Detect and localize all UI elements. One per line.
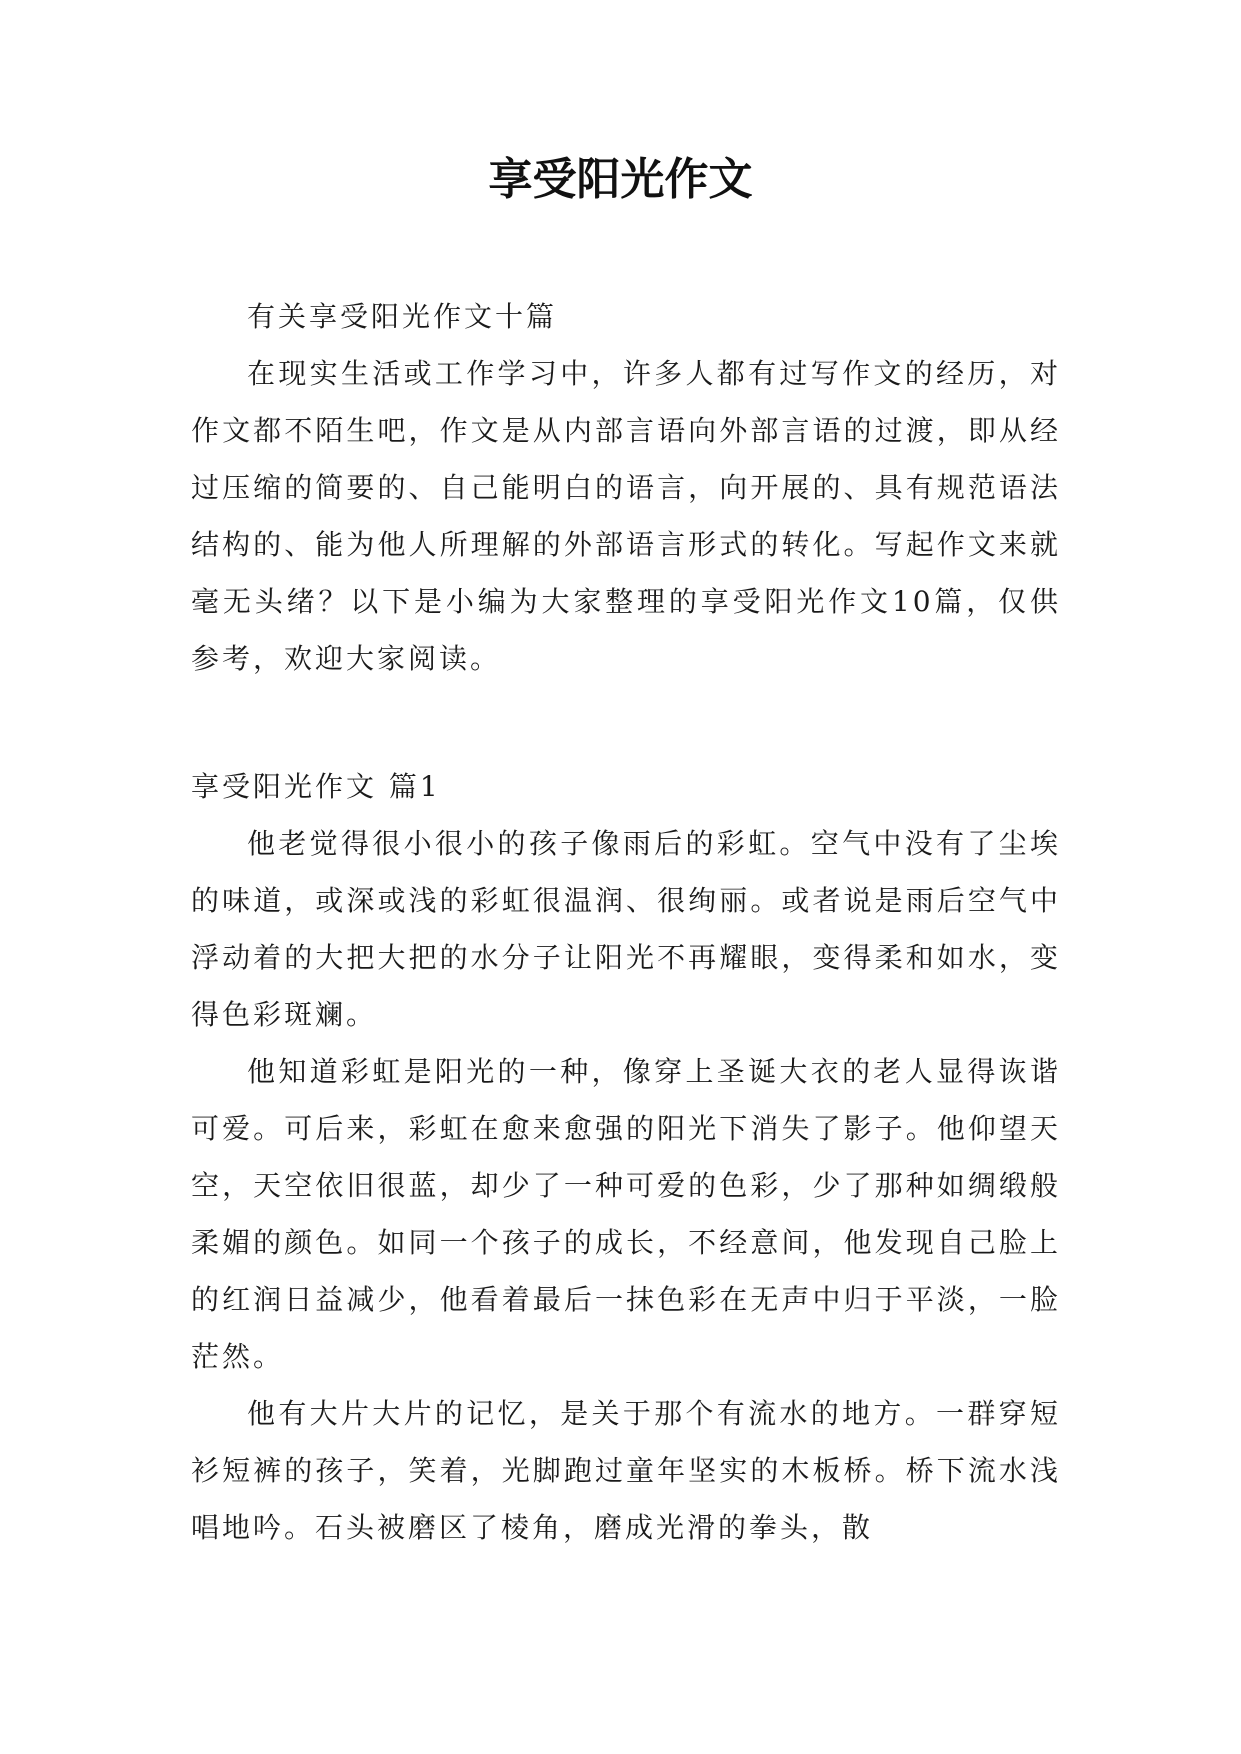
- essay-heading: 享受阳光作文 篇1: [191, 770, 441, 803]
- document-title: 享受阳光作文: [488, 154, 753, 205]
- intro-paragraph: 在现实生活或工作学习中，许多人都有过写作文的经历，对作文都不陌生吧，作文是从内部言语向外部言语的过渡，即从经过压缩的简要的、自己能明白的语言，向开展的、具有规范语法结构的、能为他人所理解的外部语言形式的转化。写起作文来就毫无头绪？以下是小编为大家整理的享受阳光作文10篇，仅供参考，欢迎大家阅读。: [191, 357, 1061, 675]
- essay-paragraph: 他知道彩虹是阳光的一种，像穿上圣诞大衣的老人显得诙谐可爱。可后来，彩虹在愈来愈强的阳光下消失了影子。他仰望天空，天空依旧很蓝，却少了一种可爱的色彩，少了那种如绸缎般柔媚的颜色。如同一个孩子的成长，不经意间，他发现自己脸上的红润日益减少，他看着最后一抹色彩在无声中归于平淡，一脸茫然。: [191, 1055, 1061, 1373]
- intro-subtitle: 有关享受阳光作文十篇: [247, 300, 558, 333]
- intro-section: [191, 288, 1061, 687]
- essay-paragraph: 他老觉得很小很小的孩子像雨后的彩虹。空气中没有了尘埃的味道，或深或浅的彩虹很温润、很绚丽。或者说是雨后空气中浮动着的大把大把的水分子让阳光不再耀眼，变得柔和如水，变得色彩斑斓。: [191, 827, 1061, 1031]
- essay-paragraph: 他有大片大片的记忆，是关于那个有流水的地方。一群穿短衫短裤的孩子，笑着，光脚跑过童年坚实的木板桥。桥下流水浅唱地吟。石头被磨区了棱角，磨成光滑的拳头，散: [191, 1397, 1061, 1544]
- essay-1-section: [191, 758, 1061, 1556]
